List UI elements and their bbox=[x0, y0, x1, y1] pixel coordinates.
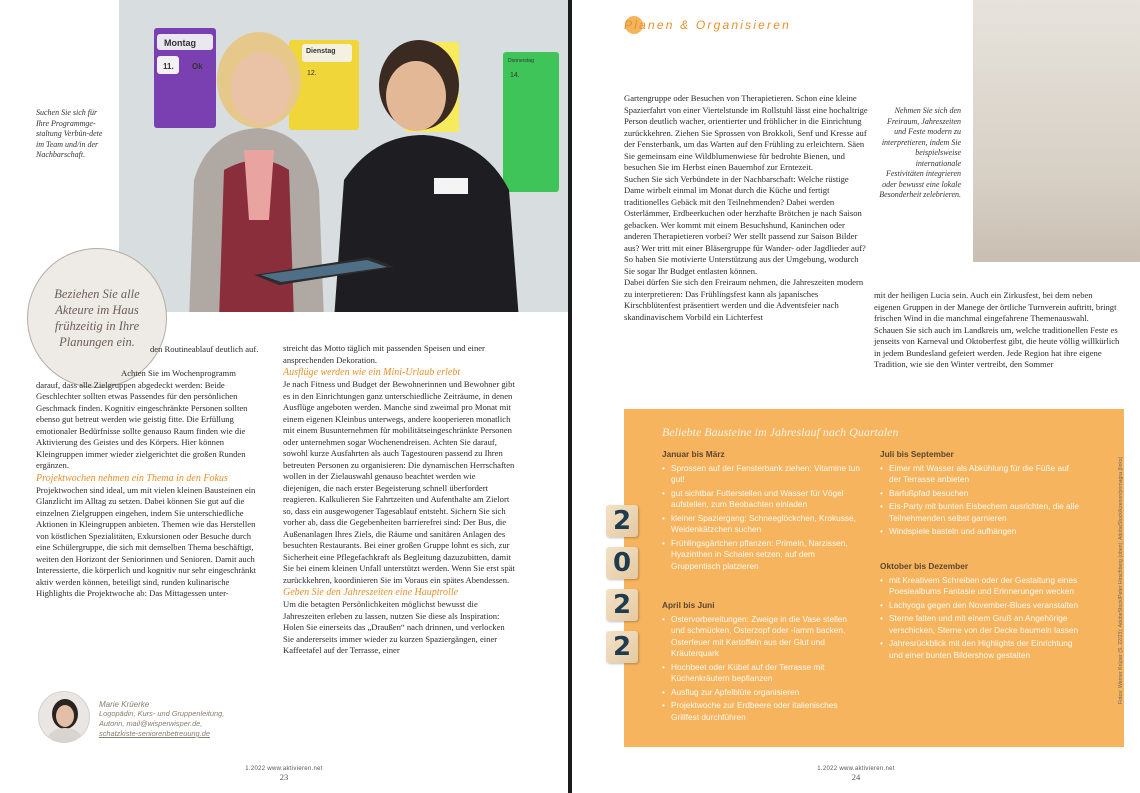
calendar-label-12: 12. bbox=[307, 70, 317, 77]
pullquote-text: Beziehen Sie alle Akteure im Haus frühzeitig in Ihre Planungen ein. bbox=[54, 287, 140, 349]
col1-intro-text bbox=[150, 344, 260, 356]
right-col1-para1: Gartengruppe oder Besuchen von Therapietieren. Schon eine kleine Spazierfahrt von einer Viertelstunde im Rollstuhl lässt eine hochaltrige Person deutlich wacher, orientierter und fröhlicher in die Einrichtung zurückkehren. Ziehen Sie Sprossen von Brokkoli, Senf und Kresse auf der Fensterbank, um das Warten auf den Frühling zu erleichtern. Säen Sie gemeinsam eine Wildblumenwiese für bedrohte Bienen, und besuchen Sie im Herbst einen Bauernhof zur Erntezeit. bbox=[624, 93, 868, 172]
photo-credit: Fotos: Werner Krüper (S. 22/23); AdobeStock/Peter Hirschberg (oben); AdobeStock/kzenon/primagra (links) bbox=[1118, 456, 1124, 704]
quarter-3-item: • Windspiele basteln und aufhängen bbox=[880, 526, 1080, 538]
quarter-2-item: • Hochbeet oder Kübel auf der Terrasse mit Küchenkräutern bepflanzen bbox=[662, 662, 862, 685]
footer-left bbox=[0, 766, 568, 782]
calendar-label-ok: Ok bbox=[192, 62, 203, 71]
quarter-2-item: • Projektwoche zur Erdbeere oder italienisches Grillfest durchführen bbox=[662, 700, 862, 723]
footer-right-url: 1.2022 www.aktivieren.net bbox=[817, 766, 895, 772]
quarter-3-item: • Barfußpfad besuchen bbox=[880, 488, 1080, 500]
quarters-box bbox=[612, 409, 1124, 747]
quarter-4-item: • mit Kreativem Schreiben oder der Gestaltung eines Poesiealbums Fantasie und Erinnerungen wecken bbox=[880, 575, 1080, 598]
calendar-label-11: 11. bbox=[163, 62, 174, 71]
quarter-4-item: • Sterne falten und mit einem Gruß an Angehörige verschicken, Sterne von der Decke baumeln lassen bbox=[880, 613, 1080, 636]
col2-para3: Um die betagten Persönlichkeiten möglichst bewusst die Jahreszeiten erleben zu lassen, nutzen Sie diese als Inspiration: Holen Sie einerseits das „Draußen“ nach drinnen, und verlocken Sie andererseits immer wieder zu kurzen Spaziergängen, einer Kaffeetafel auf der Terrasse, einer bbox=[283, 599, 505, 655]
right-col2-para1: mit der heiligen Lucia sein. Auch ein Zirkusfest, bei dem neben eigenen Gruppen in der Manege der örtliche Turnverein auftritt, bringt frischen Wind in die manchmal eingefahrene Themenauswahl. Schauen Sie sich auch im Landkreis um, welche traditionellen Feste es jenseits von Karneval und Oktoberfest gibt, die heute völlig willkürlich in jedem Bundesland gefeiert werden. Jede Region hat ihre eigene Tradition, wie sie den Winter vertreibt, den Sommer bbox=[874, 290, 1120, 369]
author-name: Marie Krüerke bbox=[99, 700, 150, 709]
right-col1-body bbox=[624, 93, 870, 323]
photo-caregivers-tablet bbox=[119, 0, 568, 312]
quarter-3-item: • Eimer mit Wasser als Abkühlung für die Füße auf der Terrasse anbieten bbox=[880, 463, 1080, 486]
right-caption: Nehmen Sie sich den Freiraum, Jahreszeiten und Feste modern zu interpretieren, indem Sie beispielsweise internationale Festivitäten integrieren oder bewusst eine lokale Besonderheit zelebrieren. bbox=[879, 106, 961, 199]
quarter-1-item: • kleiner Spaziergang: Schneeglöckchen, Krokusse, Weidenkätzchen suchen bbox=[662, 513, 862, 536]
col2-heading-ausfluege: Ausflüge werden wie ein Mini-Urlaub erlebt bbox=[283, 367, 461, 378]
col1-para3: Projektwochen sind ideal, um mit vielen kleinen Bausteinen ein Glanzlicht im Alltag zu setzen. Dabei können Sie gut auf die einzelnen Zielgruppen eingehen, indem Sie unterschiedliche Aktionen in Kleingruppen anbieten. Themen wie das Herstellen von köstlichen Spezialitäten, Exkursionen oder Besuche durch eine Schülergruppe, die sich mit demselben Thema beschäftigt, weiten den Horizont der Seniorinnen und Senioren. Damit auch Interessierte, die körperlich und kognitiv nur sehr eingeschränkt aktiv werden können, beteiligt sind, runden kulinarische Highlights die Projektwoche ab: Das Mittagessen unter- bbox=[36, 484, 257, 598]
page-number-23: 23 bbox=[279, 772, 289, 782]
author-avatar bbox=[38, 691, 90, 743]
quarter-4-item: • Lachyoga gegen den November-Blues veranstalten bbox=[880, 600, 1080, 612]
author-line2: Autorin, mail@wisperwisper.de, bbox=[99, 719, 203, 728]
section-title: Planen & Organisieren bbox=[624, 18, 791, 32]
tablet-device bbox=[249, 245, 399, 285]
quarter-4 bbox=[880, 561, 1080, 663]
quarter-2-heading: April bis Juni bbox=[662, 600, 715, 610]
col1-body bbox=[36, 368, 262, 600]
year-block-1: 2 bbox=[606, 505, 638, 537]
col1-para1: den Routineablauf deutlich auf. bbox=[150, 344, 259, 354]
right-col2-body bbox=[874, 290, 1120, 371]
col1-heading-projektwochen: Projektwochen nehmen ein Thema in den Fokus bbox=[36, 472, 228, 484]
quarters-box-title: Beliebte Bausteine im Jahreslauf nach Quartalen bbox=[662, 425, 899, 439]
calendar-label-montag: Montag bbox=[164, 38, 196, 48]
quarter-2-item: • Ausflug zur Apfelblüte organisieren bbox=[662, 687, 862, 699]
calendar-label-dienstag: Dienstag bbox=[306, 48, 336, 55]
calendar-label-14: 14. bbox=[510, 72, 520, 79]
col2-para2: Je nach Fitness und Budget der Bewohnerinnen und Bewohner gibt es in den Einrichtungen ganz unterschiedliche Zeiträume, in denen Ausflüge angeboten werden. Manche sind zweimal pro Monat mit einem eigenen Kleinbus unterwegs, andere kooperieren monatlich mit einem Busunternehmen für mobilitätseingeschränkte Personen oder unternehmen sogar Wochenendreisen. Achten Sie darauf, sowohl kurze Ausfahrten als auch Tagestouren passend zu Ihren betreuten Personen zu organisieren: Die dynamischen Herrschaften wollen in der Zielauswahl genauso beachtet werden wie diejenigen, die nach erster Begeisterung schnell überfordert reagieren. Kalkulieren Sie Fahrtzeiten und Aufenthalte am Zielort so, dass ein ausgewogener Tagesablauf entsteht. Sichern Sie sich vorher ab, dass die Gegebenheiten barrierefrei sind: Der Bus, die Außenanlagen Ihres Ziels, die Räume und sanitären Anlagen des besuchten Restaurants. Bei einer großen Gruppe lohnt es sich, zur Sicherheit eine Pflegefachkraft als Begleitung dazuzubitten, damit Sie bei einem kleinen Unfall unterstützt werden. Wenn Sie erst spät zurückkehren, koordinieren Sie im Voraus ein spätes Abendessen. bbox=[283, 379, 515, 585]
author-line1: Logopädin, Kurs- und Gruppenleitung, bbox=[99, 709, 225, 718]
quarter-3-item: • Eis-Party mit bunten Eisbechern ausrichten, die alle Teilnehmenden selbst garnieren bbox=[880, 501, 1080, 524]
quarter-4-heading: Oktober bis Dezember bbox=[880, 561, 969, 571]
col2-para1: streicht das Motto täglich mit passenden Speisen und einer ansprechenden Dekoration. bbox=[283, 343, 485, 365]
year-block-3: 2 bbox=[606, 589, 638, 621]
right-col1-para2: Suchen Sie sich Verbündete in der Nachbarschaft: Welche rüstige Dame wirbelt einmal im Monat durch die Küche und fertigt traditionelles Gebäck mit den Teilnehmenden? Dabei werden Osterlämmer, Erdbeerkuchen oder herzhafte Brötchen je nach Saison gebacken. Wer kommt mit einem Besuchshund, Kaninchen oder anderen Therapietieren vorbei? Wer stellt passend zur Saison Bilder aus? Wer tritt mit einer Bläsergruppe für Wander- oder Jagdlieder auf? So haben Sie motivierte Unterstützung aus der Umgebung, wodurch Sie sogar Ihr Budget entlasten können. bbox=[624, 173, 866, 276]
col2-body bbox=[283, 343, 515, 657]
quarter-1-item: • Frühlingsgärtchen pflanzen: Primeln, Narzissen, Hyazinthen in Schalen setzen, auf dem Gruppentisch platzieren bbox=[662, 538, 862, 573]
col2-heading-jahreszeiten: Geben Sie den Jahreszeiten eine Hauptrolle bbox=[283, 587, 459, 598]
page-number-24: 24 bbox=[851, 772, 861, 782]
quarter-2-item: • Ostervorbereitungen: Zweige in die Vase stellen und schmücken, Osterzopf oder -lamm backen, Osterfeuer mit Kartoffeln aus der Glut und Kräuterquark bbox=[662, 614, 862, 660]
photo-top-right bbox=[973, 0, 1140, 262]
footer-left-url: 1.2022 www.aktivieren.net bbox=[245, 766, 323, 772]
calendar-label-donnerstag: Donnerstag bbox=[508, 58, 534, 64]
author-website-link[interactable]: schatzkiste-seniorenbetreuung.de bbox=[99, 729, 210, 738]
page-24 bbox=[572, 0, 1140, 793]
author-info bbox=[99, 700, 289, 739]
quarter-3-heading: Juli bis September bbox=[880, 449, 954, 459]
quarter-1-item: • Sprossen auf der Fensterbank ziehen: Vitamine tun gut! bbox=[662, 463, 862, 486]
footer-right bbox=[572, 766, 1140, 782]
pullquote-circle bbox=[27, 248, 167, 388]
page-23 bbox=[0, 0, 568, 793]
photo-caption: Suchen Sie sich für Ihre Programmge-staltung Verbün-dete im Team und/in der Nachbarschaft. bbox=[36, 108, 103, 159]
year-block-4: 2 bbox=[606, 631, 638, 663]
quarter-3 bbox=[880, 449, 1080, 540]
quarter-2 bbox=[662, 600, 862, 725]
quarter-1-heading: Januar bis März bbox=[662, 449, 725, 459]
year-block-2: 0 bbox=[606, 547, 638, 579]
quarter-1-item: • gut sichtbar Futterstellen und Wasser für Vögel aufstellen, zum Beobachten einladen bbox=[662, 488, 862, 511]
quarter-4-item: • Jahresrückblick mit den Highlights der Einrichtung und einer bunten Bildershow gestalten bbox=[880, 638, 1080, 661]
col1-para2: Achten Sie im Wochenprogramm darauf, dass alle Zielgruppen abgedeckt werden: Beide Geschlechter sollten etwas Passendes für den persönlichen Geschmack finden. Kognitiv eingeschränkte Personen sollten ebenso gut betreut werden wie geistig fitte. Die Erfüllung emotionaler Bedürfnisse sollte genauso Raum finden wie die Aktivierung des Geistes und des Körpers. Hier können Kleingruppen immer wieder zielgerichtet die großen Runden ergänzen. bbox=[36, 368, 248, 470]
right-col1-para3: Dabei dürfen Sie sich den Freiraum nehmen, die Jahreszeiten modern zu interpretieren: Das Frühlingsfest kann als japanisches Kirschblütenfest präsentiert werden und die Adventsfeier nach skandinavischem Vorbild ein Lichterfest bbox=[624, 277, 864, 322]
quarter-1 bbox=[662, 449, 862, 574]
